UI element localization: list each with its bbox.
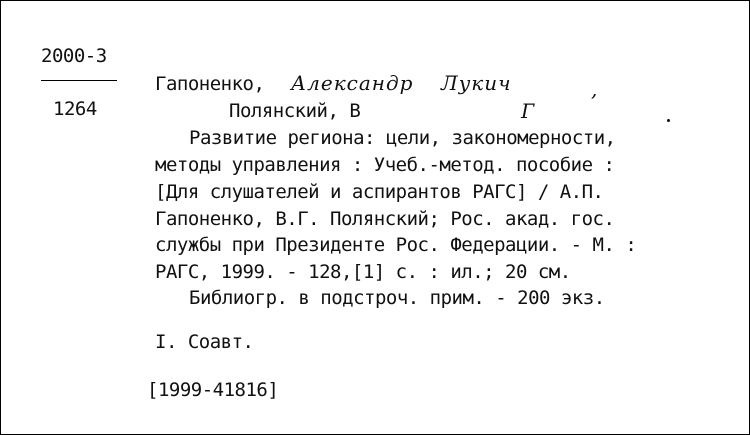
author-handwritten-first-name: Александр bbox=[291, 71, 414, 95]
author-handwritten-patronymic: Лукич bbox=[441, 71, 512, 95]
author-handwritten-mark: , bbox=[591, 77, 599, 101]
call-number-divider bbox=[41, 80, 117, 81]
bibliography-note: Библиогр. в подстроч. прим. - 200 экз. bbox=[189, 287, 605, 309]
coauthor-handwritten-initial: Г bbox=[521, 99, 536, 123]
description-line-1: Развитие региона: цели, закономерности, bbox=[189, 127, 616, 149]
description-line-5: службы при Президенте Рос. Федерации. - М. : bbox=[155, 234, 637, 256]
call-number-top: 2000-3 bbox=[41, 45, 107, 67]
description-line-4: Гапоненко, В.Г. Полянский; Рос. акад. гос. bbox=[155, 208, 615, 230]
call-number-bottom: 1264 bbox=[53, 98, 97, 120]
description-line-6: РАГС, 1999. - 128,[1] с. : ил.; 20 см. bbox=[155, 261, 571, 283]
description-line-2: методы управления : Учеб.-метод. пособие : bbox=[155, 154, 615, 176]
handwritten-dot bbox=[667, 119, 670, 122]
coauthor-printed: Полянский, В bbox=[229, 100, 361, 122]
added-entry: I. Соавт. bbox=[155, 331, 254, 353]
record-number: [1999-41816] bbox=[147, 379, 279, 401]
author-printed: Гапоненко, bbox=[155, 73, 265, 95]
description-line-3: [Для слушателей и аспирантов РАГС] / А.П. bbox=[155, 181, 604, 203]
